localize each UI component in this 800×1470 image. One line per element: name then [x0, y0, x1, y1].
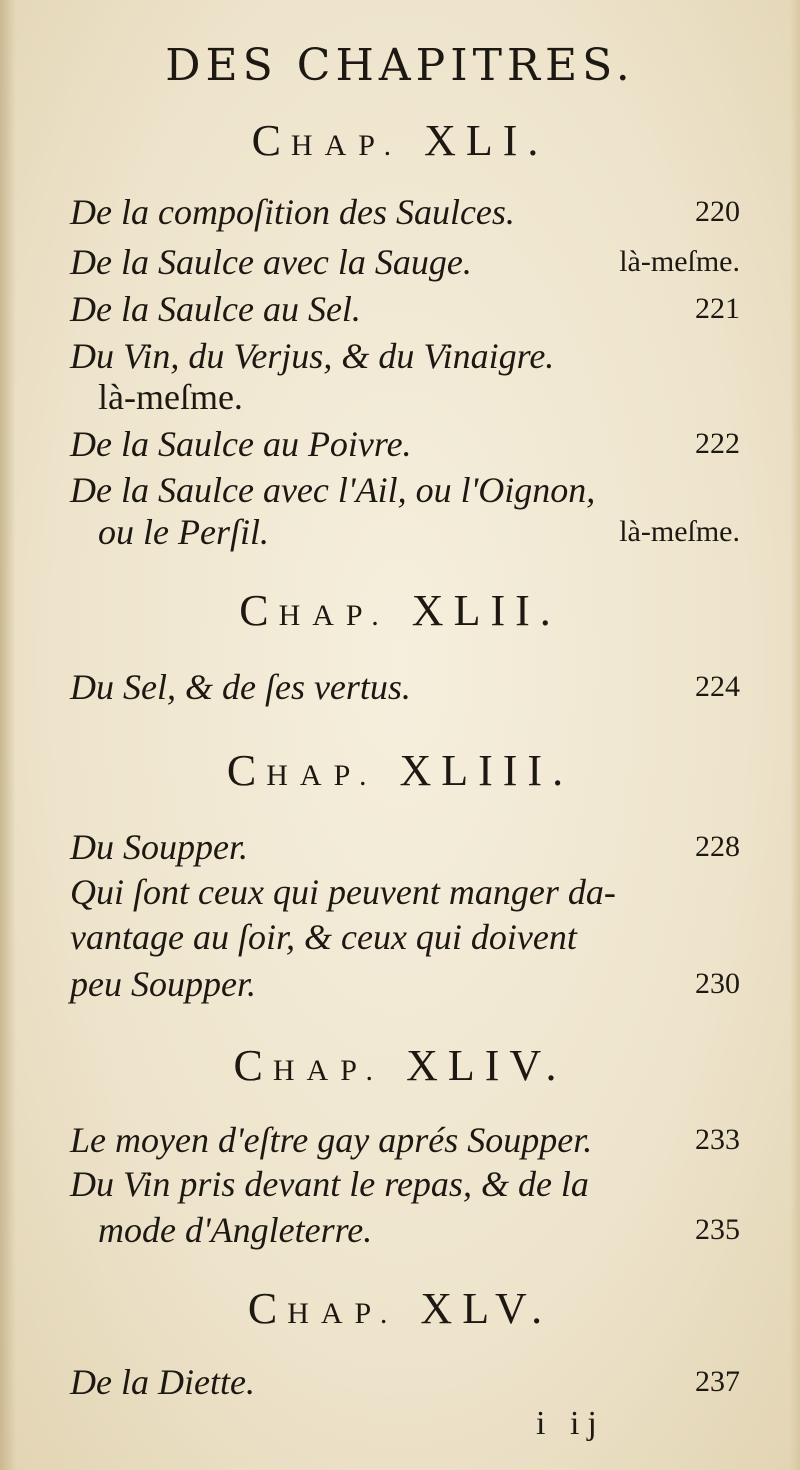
entry-title: De la Saulce au Poivre.: [70, 424, 412, 464]
signature-mark: i ij: [536, 1405, 605, 1442]
toc-entry: [70, 665, 740, 709]
chapter-label-big: C: [233, 1041, 273, 1090]
entry-title: Qui ſont ceux qui peuvent manger da-: [70, 872, 616, 912]
page-edge-right: [790, 0, 800, 1470]
chapter-label-small: HAP.: [278, 599, 391, 632]
toc-entry-continuation: [70, 375, 740, 419]
entry-title: De la Diette.: [70, 1362, 255, 1402]
entry-title: Du Vin pris devant le repas, & de la: [70, 1164, 589, 1204]
entry-page: 237: [695, 1365, 740, 1398]
chapter-label-small: HAP.: [266, 759, 379, 792]
entry-title: De la Saulce avec la Sauge.: [70, 242, 472, 282]
toc-entry: [70, 1162, 740, 1206]
page-edge-left: [0, 0, 16, 1470]
chapter-label-big: C: [239, 586, 279, 635]
entry-page: là-meſme.: [619, 515, 740, 548]
entry-page: là-meſme.: [619, 245, 740, 278]
chapter-label-small: HAP.: [272, 1054, 386, 1087]
entry-title: Du Sel, & de ſes vertus.: [70, 667, 411, 707]
entry-continuation: vantage au ſoir, & ceux qui doivent: [70, 917, 577, 957]
entry-title: Le moyen d'eſtre gay aprés Soupper.: [70, 1120, 593, 1160]
chapter-label-big: C: [251, 116, 291, 165]
toc-entry: [70, 870, 740, 914]
chapter-heading-xliv: [0, 1040, 800, 1091]
entry-page: 222: [695, 427, 740, 460]
chapter-label-big: C: [226, 746, 267, 795]
toc-entry-continuation: [70, 962, 740, 1006]
chapter-numeral: XLIV.: [406, 1041, 567, 1090]
running-head: DES CHAPITRES.: [165, 40, 635, 91]
toc-entry: [70, 190, 740, 234]
chapter-numeral: XLI.: [424, 116, 549, 165]
entry-continuation: peu Soupper.: [70, 964, 256, 1004]
toc-entry: [70, 1118, 740, 1162]
toc-entry: [70, 334, 740, 378]
toc-entry: [70, 468, 740, 512]
entry-page: 235: [695, 1213, 740, 1246]
chapter-label-small: HAP.: [290, 129, 404, 162]
toc-entry-continuation: [70, 915, 740, 959]
toc-entry: [70, 422, 740, 466]
chapter-heading-xliii: [0, 745, 800, 796]
entry-page: 233: [695, 1123, 740, 1156]
toc-entry-continuation: [70, 510, 740, 554]
chapter-heading-xlv: [0, 1283, 800, 1334]
entry-title: Du Vin, du Verjus, & du Vinaigre.: [70, 336, 555, 376]
entry-page: 224: [695, 670, 740, 703]
chapter-numeral: XLIII.: [399, 746, 574, 795]
chapter-label-big: C: [247, 1284, 288, 1333]
chapter-heading-xli: [0, 115, 800, 166]
entry-page: 230: [695, 967, 740, 1000]
entry-title: Du Soupper.: [70, 827, 248, 867]
entry-title: De la Saulce avec l'Ail, ou l'Oignon,: [70, 470, 596, 510]
entry-continuation: ou le Perſil.: [98, 512, 269, 552]
entry-continuation: mode d'Angleterre.: [98, 1210, 373, 1250]
toc-entry-continuation: [70, 1208, 740, 1252]
chapter-label-small: HAP.: [287, 1297, 400, 1330]
chapter-heading-xlii: [0, 585, 800, 636]
chapter-numeral: XLII.: [411, 586, 561, 635]
entry-title: De la Saulce au Sel.: [70, 289, 361, 329]
chapter-numeral: XLV.: [420, 1284, 553, 1333]
toc-entry: [70, 287, 740, 331]
entry-page: 220: [695, 195, 740, 228]
toc-entry: [70, 240, 740, 284]
toc-entry: [70, 825, 740, 869]
entry-page: 221: [695, 292, 740, 325]
toc-entry: [70, 1360, 740, 1404]
entry-page: 228: [695, 830, 740, 863]
entry-continuation: là-meſme.: [98, 377, 243, 417]
entry-title: De la compoſition des Saulces.: [70, 192, 515, 232]
